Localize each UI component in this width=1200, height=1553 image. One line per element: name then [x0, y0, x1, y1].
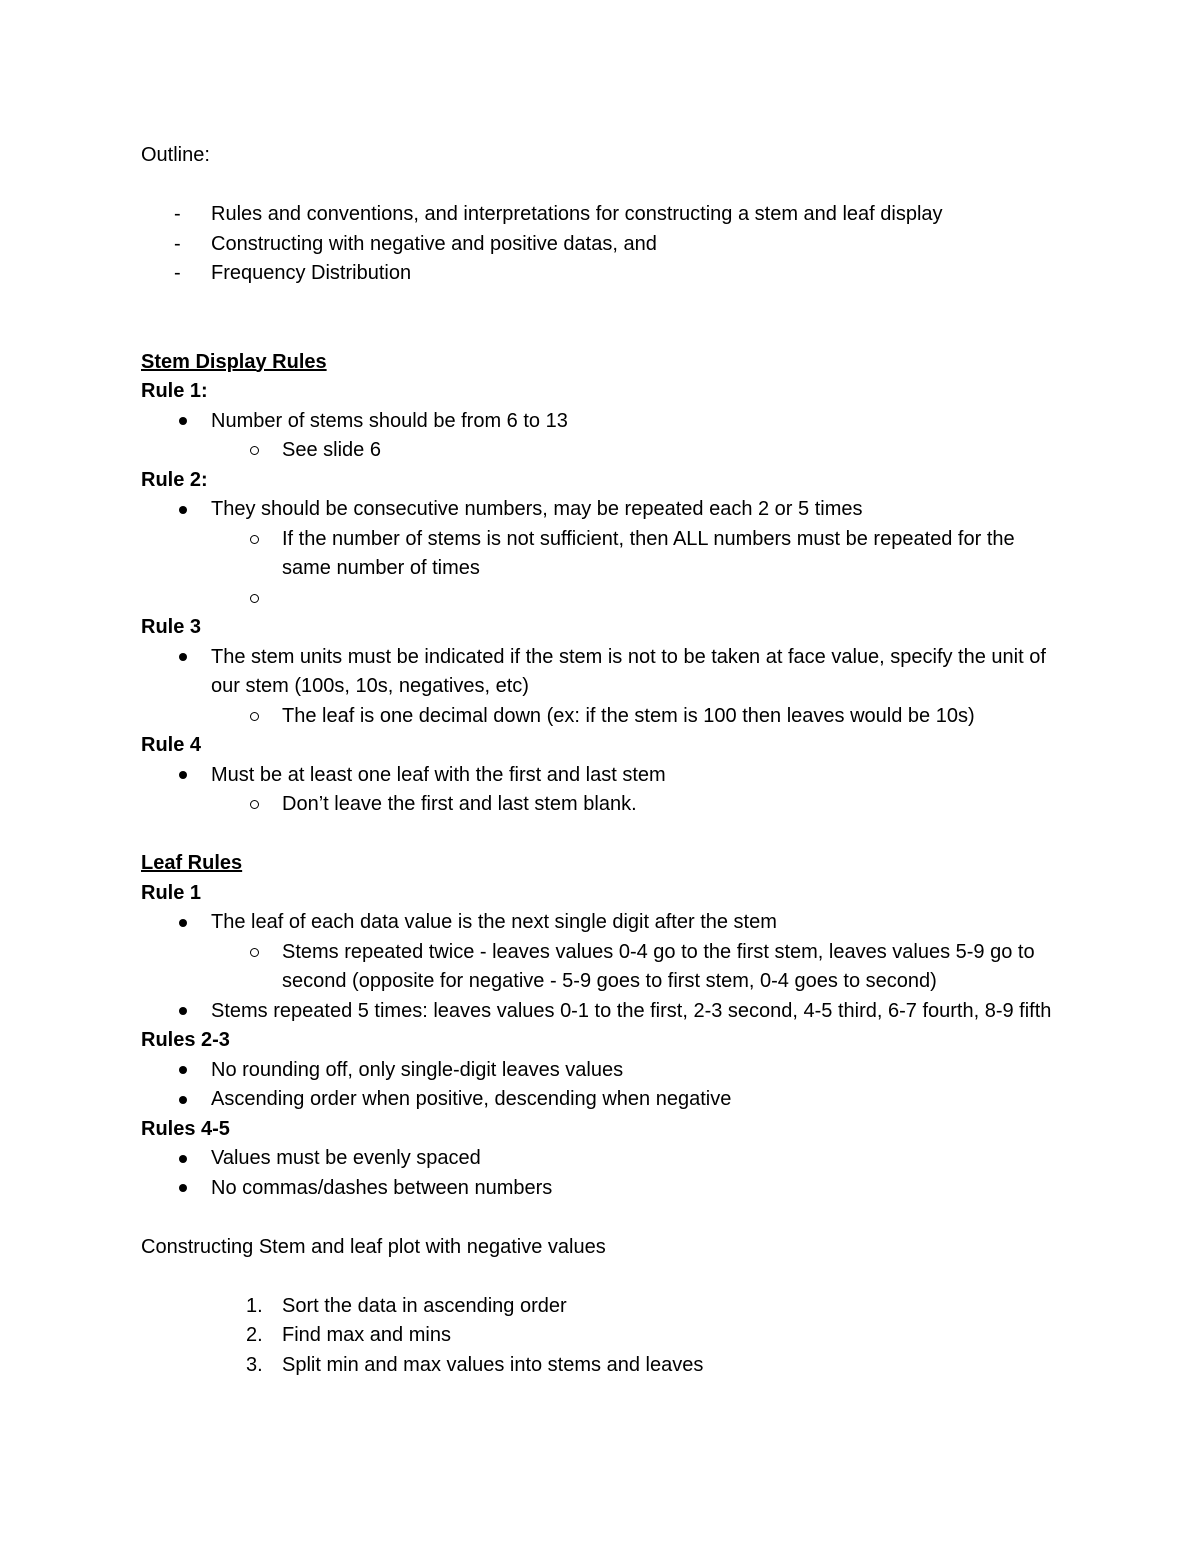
dash-marker: - [174, 232, 181, 255]
bullet-circle-icon [250, 948, 259, 957]
sub-bullet-text: If the number of stems is not sufficient, then ALL numbers must be repeated for the same number of times [282, 527, 1015, 579]
numbered-item [141, 1321, 1061, 1351]
sub-bullet-item [141, 702, 1061, 732]
bullet-item [141, 1056, 1061, 1086]
leaf-rules23-label: Rules 2-3 [141, 1029, 230, 1051]
bullet-circle-icon [250, 594, 259, 603]
leaf-rules45-label: Rules 4-5 [141, 1117, 230, 1140]
bullet-text: No commas/dashes between numbers [211, 1176, 553, 1199]
stem-rule2-label: Rule 2: [141, 468, 208, 491]
bullet-text: The leaf of each data value is the next single digit after the stem [211, 911, 777, 933]
stem-rule1-label: Rule 1: [141, 380, 208, 402]
bullet-disc-icon [179, 1007, 187, 1015]
sub-bullet-text [282, 584, 1061, 614]
numbered-item [141, 1292, 1061, 1322]
number-marker: 2. [246, 1324, 263, 1346]
bullet-text: Ascending order when positive, descending when negative [211, 1088, 732, 1110]
bullet-item [141, 643, 1061, 702]
bullet-disc-icon [179, 771, 187, 779]
bullet-disc-icon [179, 1096, 187, 1104]
bullet-item [141, 407, 1061, 437]
bullet-disc-icon [179, 1066, 187, 1074]
numbered-item [141, 1351, 1061, 1381]
sub-bullet-item [141, 584, 1061, 614]
stem-rules-heading: Stem Display Rules [141, 350, 327, 373]
numbered-item-text: Sort the data in ascending order [282, 1294, 567, 1317]
outline-item [141, 230, 1061, 260]
negative-section-title: Constructing Stem and leaf plot with negative values [141, 1235, 606, 1258]
bullet-text: Stems repeated 5 times: leaves values 0-1 to the first, 2-3 second, 4-5 third, 6-7 fourth, 8-9 fifth [211, 999, 1052, 1022]
bullet-circle-icon [250, 446, 259, 455]
numbered-item-text: Split min and max values into stems and leaves [282, 1353, 704, 1376]
sub-bullet-item [141, 790, 1061, 820]
outline-item-text: Constructing with negative and positive datas, and [211, 232, 657, 255]
outline-item-text: Frequency Distribution [211, 262, 412, 284]
bullet-disc-icon [179, 1155, 187, 1163]
sub-bullet-item [141, 525, 1061, 584]
bullet-disc-icon [179, 653, 187, 661]
bullet-item [141, 908, 1061, 938]
bullet-circle-icon [250, 712, 259, 721]
bullet-text: Number of stems should be from 6 to 13 [211, 409, 568, 432]
stem-rule3-label: Rule 3 [141, 616, 202, 638]
bullet-text: No rounding off, only single-digit leaves values [211, 1058, 624, 1081]
outline-item [141, 259, 1061, 289]
bullet-text: Values must be evenly spaced [211, 1147, 481, 1169]
number-marker: 3. [246, 1353, 263, 1376]
outline-item-text: Rules and conventions, and interpretations for constructing a stem and leaf display [211, 203, 943, 225]
sub-bullet-item [141, 938, 1061, 997]
sub-bullet-text: See slide 6 [282, 439, 381, 461]
bullet-circle-icon [250, 535, 259, 544]
sub-bullet-text: The leaf is one decimal down (ex: if the stem is 100 then leaves would be 10s) [282, 704, 975, 727]
bullet-disc-icon [179, 919, 187, 927]
sub-bullet-text: Don’t leave the first and last stem blank. [282, 793, 637, 815]
sub-bullet-item [141, 436, 1061, 466]
bullet-item [141, 1174, 1061, 1204]
number-marker: 1. [246, 1294, 263, 1317]
bullet-circle-icon [250, 800, 259, 809]
bullet-text: The stem units must be indicated if the stem is not to be taken at face value, specify the unit of our stem (100s, 10s, negatives, etc) [211, 645, 1046, 697]
leaf-rules-heading: Leaf Rules [141, 852, 243, 874]
bullet-item [141, 761, 1061, 791]
bullet-item [141, 997, 1061, 1027]
bullet-disc-icon [179, 1184, 187, 1192]
bullet-text: They should be consecutive numbers, may be repeated each 2 or 5 times [211, 498, 863, 520]
leaf-rule1-label: Rule 1 [141, 881, 202, 904]
document-page [141, 141, 1061, 1380]
bullet-item [141, 1144, 1061, 1174]
stem-rule4-label: Rule 4 [141, 734, 202, 756]
outline-item [141, 200, 1061, 230]
bullet-item [141, 495, 1061, 525]
bullet-disc-icon [179, 417, 187, 425]
bullet-text: Must be at least one leaf with the first and last stem [211, 763, 666, 786]
dash-marker: - [174, 203, 181, 225]
numbered-item-text: Find max and mins [282, 1324, 451, 1346]
bullet-disc-icon [179, 506, 187, 514]
bullet-item [141, 1085, 1061, 1115]
dash-marker: - [174, 262, 181, 284]
outline-title: Outline: [141, 144, 210, 166]
sub-bullet-text: Stems repeated twice - leaves values 0-4 go to the first stem, leaves values 5-9 go to second (opposite for negative - 5-9 goes to first stem, 0-4 goes to second) [282, 940, 1035, 992]
